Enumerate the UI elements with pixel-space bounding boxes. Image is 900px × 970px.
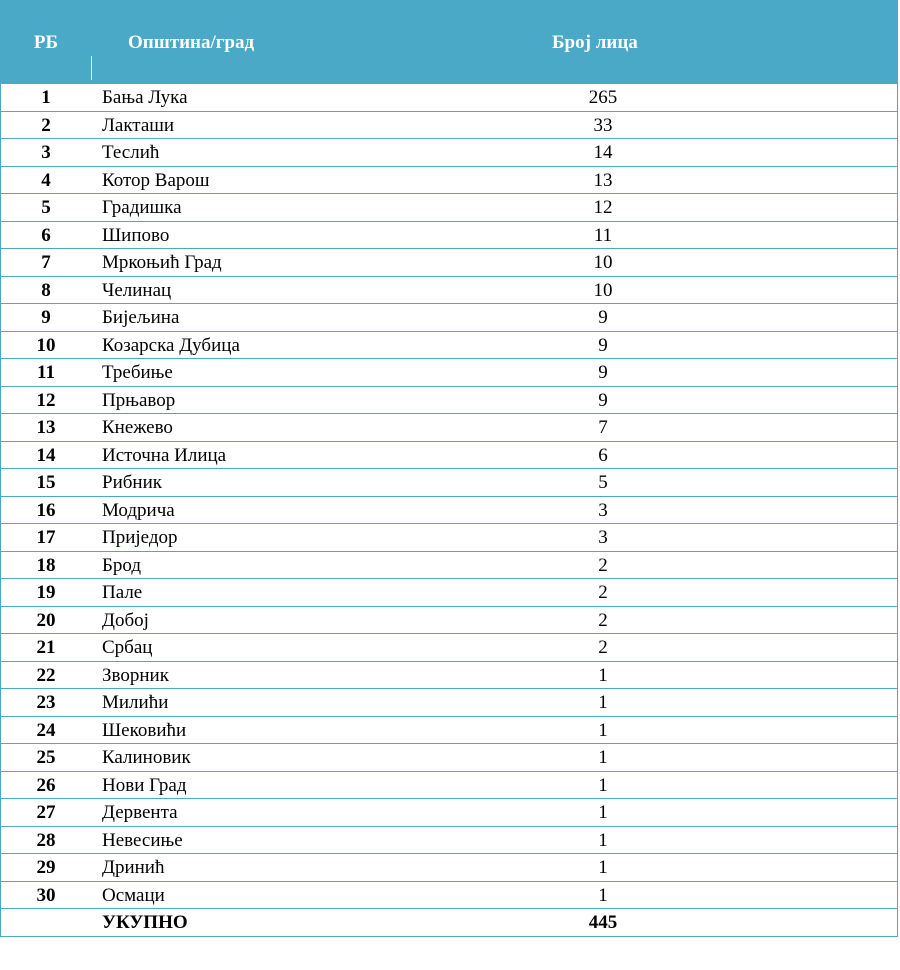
row-number: 13 [36, 417, 56, 438]
table-row [1, 387, 897, 415]
table-row [1, 497, 897, 525]
municipality-name: Рибник [102, 472, 162, 493]
row-number: 9 [41, 307, 51, 328]
municipality-name: Милићи [102, 692, 169, 713]
person-count: 14 [593, 142, 613, 163]
row-number: 27 [36, 802, 56, 823]
table-row [1, 414, 897, 442]
person-count: 2 [598, 554, 608, 576]
municipality-name: Калиновик [102, 747, 191, 768]
row-number: 25 [36, 747, 56, 768]
municipality-name: Брод [102, 554, 142, 576]
row-number: 29 [36, 857, 56, 878]
person-count: 9 [598, 389, 608, 411]
municipality-name: Приједор [102, 527, 178, 548]
row-number: 24 [36, 719, 56, 741]
table-row [1, 139, 897, 167]
table-row [1, 167, 897, 195]
person-count: 1 [598, 692, 608, 713]
table-row [1, 469, 897, 497]
row-number: 21 [36, 637, 56, 658]
table-row [1, 662, 897, 690]
municipality-name: УКУПНО [102, 912, 188, 933]
row-number: 20 [36, 609, 56, 631]
municipality-name: Козарска Дубица [102, 334, 240, 356]
municipality-name: Теслић [102, 142, 160, 163]
total-row [1, 909, 897, 937]
municipality-name: Бања Лука [102, 87, 188, 108]
table-row [1, 827, 897, 855]
table-row [1, 277, 897, 305]
table-row [1, 744, 897, 772]
table-row [1, 772, 897, 800]
person-count: 1 [598, 774, 608, 796]
header-divider [91, 56, 92, 80]
person-count: 12 [593, 197, 613, 218]
row-number: 15 [36, 472, 56, 493]
row-number: 1 [41, 87, 51, 108]
person-count: 10 [593, 252, 613, 273]
person-count: 2 [598, 582, 608, 603]
municipality-name: Прњавор [102, 389, 176, 411]
person-count: 3 [598, 527, 608, 548]
municipality-name: Бијељина [102, 307, 180, 328]
table-row [1, 442, 897, 470]
municipality-name: Добој [102, 609, 149, 631]
table-row [1, 689, 897, 717]
person-count: 2 [598, 609, 608, 631]
municipality-name: Дервента [102, 802, 178, 823]
table-row [1, 552, 897, 580]
row-number: 28 [36, 829, 56, 851]
table-row [1, 579, 897, 607]
row-number: 16 [36, 499, 56, 521]
person-count: 1 [598, 884, 608, 906]
table-row [1, 799, 897, 827]
row-number: 14 [36, 444, 56, 466]
row-number: 22 [36, 664, 56, 686]
municipality-name: Шековићи [102, 719, 187, 741]
municipality-name: Шипово [102, 224, 170, 246]
table-row [1, 304, 897, 332]
row-number: 12 [36, 389, 56, 411]
header-municipality: Општина/град [128, 32, 255, 53]
municipality-name: Котор Варош [102, 169, 210, 191]
row-number: 5 [41, 197, 51, 218]
table-row [1, 359, 897, 387]
row-number: 19 [36, 582, 56, 603]
person-count: 1 [598, 829, 608, 851]
person-count: 9 [598, 334, 608, 356]
person-count: 9 [598, 307, 608, 328]
table-row [1, 717, 897, 745]
row-number: 4 [41, 169, 51, 191]
municipality-name: Градишка [102, 197, 182, 218]
person-count: 1 [598, 664, 608, 686]
row-number: 26 [36, 774, 56, 796]
municipality-name: Модрича [102, 499, 175, 521]
person-count: 7 [598, 417, 608, 438]
table-row [1, 607, 897, 635]
municipality-name: Источна Илица [102, 444, 227, 466]
person-count: 5 [598, 472, 608, 493]
municipality-name: Лакташи [102, 114, 175, 136]
person-count: 13 [593, 169, 613, 191]
municipality-name: Челинац [102, 279, 172, 301]
row-number: 6 [41, 224, 51, 246]
row-number: 18 [36, 554, 56, 576]
table-body [0, 84, 898, 937]
person-count: 9 [598, 362, 608, 383]
row-number: 17 [36, 527, 56, 548]
table-row [1, 112, 897, 140]
row-number: 30 [36, 884, 56, 906]
row-number: 8 [41, 279, 51, 301]
person-count: 1 [598, 719, 608, 741]
municipality-name: Требиње [102, 362, 173, 383]
person-count: 1 [598, 747, 608, 768]
table-row [1, 249, 897, 277]
table-row [1, 332, 897, 360]
table-row [1, 854, 897, 882]
table-row [1, 634, 897, 662]
person-count: 10 [593, 279, 613, 301]
header-person-count: Број лица [552, 32, 638, 53]
table-header [0, 0, 898, 84]
row-number: 23 [36, 692, 56, 713]
person-count: 3 [598, 499, 608, 521]
person-count: 6 [598, 444, 608, 466]
municipality-name: Невесиње [102, 829, 183, 851]
row-number: 11 [37, 362, 55, 383]
municipality-name: Пале [102, 582, 143, 603]
municipality-name: Зворник [102, 664, 169, 686]
table-row [1, 882, 897, 910]
person-count: 1 [598, 857, 608, 878]
table-row [1, 194, 897, 222]
person-count: 11 [593, 224, 613, 246]
municipality-name: Мркоњић Град [102, 252, 222, 273]
row-number: 3 [41, 142, 51, 163]
person-count: 265 [588, 87, 618, 108]
person-count: 1 [598, 802, 608, 823]
table-row [1, 84, 897, 112]
municipality-name: Осмаци [102, 884, 165, 906]
person-count: 445 [588, 912, 618, 933]
municipality-name: Нови Град [102, 774, 187, 796]
row-number: 2 [41, 114, 51, 136]
municipality-name: Дринић [102, 857, 165, 878]
row-number: 7 [41, 252, 51, 273]
person-count: 2 [598, 637, 608, 658]
row-number: 10 [36, 334, 56, 356]
municipality-name: Србац [102, 637, 153, 658]
header-rb: РБ [33, 32, 59, 53]
table-row [1, 222, 897, 250]
person-count: 33 [593, 114, 613, 136]
table-row [1, 524, 897, 552]
municipality-name: Кнежево [102, 417, 173, 438]
